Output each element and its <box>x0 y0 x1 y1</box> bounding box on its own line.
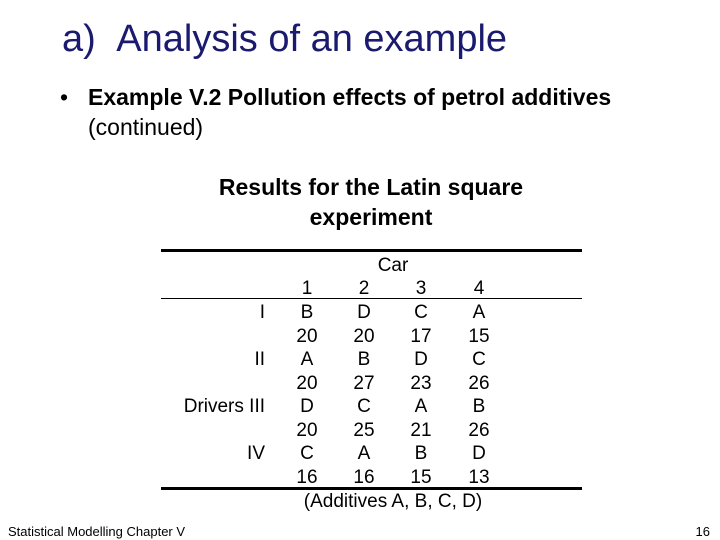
driver-label: IV <box>247 443 265 464</box>
value-cell: 21 <box>410 419 432 441</box>
value-cell: 20 <box>296 325 318 347</box>
table-top-rule <box>161 249 582 252</box>
value-cell: 26 <box>468 372 490 394</box>
column-group-header: Car <box>377 255 409 276</box>
additive-cell: B <box>472 396 486 417</box>
additive-cell: D <box>414 349 428 370</box>
additive-cell: B <box>357 349 371 370</box>
title-text: Analysis of an example <box>116 18 508 60</box>
bullet-text <box>88 82 688 142</box>
additive-cell: C <box>414 302 428 323</box>
additive-cell: A <box>414 396 428 417</box>
value-cell: 25 <box>353 419 375 441</box>
table-title-line2: experiment <box>309 204 433 230</box>
value-cell: 16 <box>353 466 375 488</box>
value-cell: 17 <box>410 325 432 347</box>
column-header: 1 <box>301 278 313 299</box>
bullet-symbol: • <box>60 84 69 110</box>
bullet-bold-text: Example V.2 Pollution effects of petrol additives <box>88 84 612 110</box>
column-header: 3 <box>415 278 427 299</box>
additive-cell: B <box>300 302 314 323</box>
column-header: 2 <box>358 278 370 299</box>
value-cell: 16 <box>296 466 318 488</box>
driver-label: I <box>259 302 265 323</box>
additive-cell: C <box>472 349 486 370</box>
additive-cell: B <box>414 443 428 464</box>
value-cell: 15 <box>468 325 490 347</box>
additive-cell: A <box>357 443 371 464</box>
driver-label: II <box>254 349 265 370</box>
additive-cell: D <box>357 302 371 323</box>
page-number: 16 <box>695 524 710 539</box>
driver-label: Drivers III <box>183 396 265 417</box>
additive-cell: D <box>300 396 314 417</box>
value-cell: 23 <box>410 372 432 394</box>
slide-title <box>62 18 507 61</box>
value-cell: 20 <box>296 372 318 394</box>
additive-cell: C <box>300 443 314 464</box>
column-header: 4 <box>473 278 485 299</box>
value-cell: 13 <box>468 466 490 488</box>
value-cell: 20 <box>353 325 375 347</box>
value-cell: 26 <box>468 419 490 441</box>
value-cell: 27 <box>353 372 375 394</box>
additive-cell: A <box>472 302 486 323</box>
title-prefix: a) <box>62 18 96 60</box>
table-header-rule <box>161 298 582 299</box>
additives-note: (Additives A, B, C, D) <box>303 491 483 512</box>
value-cell: 15 <box>410 466 432 488</box>
footer-text: Statistical Modelling Chapter V <box>8 524 186 539</box>
bullet-normal-text: (continued) <box>88 114 204 140</box>
value-cell: 20 <box>296 419 318 441</box>
additive-cell: D <box>472 443 486 464</box>
table-title-line1: Results for the Latin square <box>218 174 524 200</box>
table-title <box>160 172 582 232</box>
additive-cell: C <box>357 396 371 417</box>
additive-cell: A <box>300 349 314 370</box>
